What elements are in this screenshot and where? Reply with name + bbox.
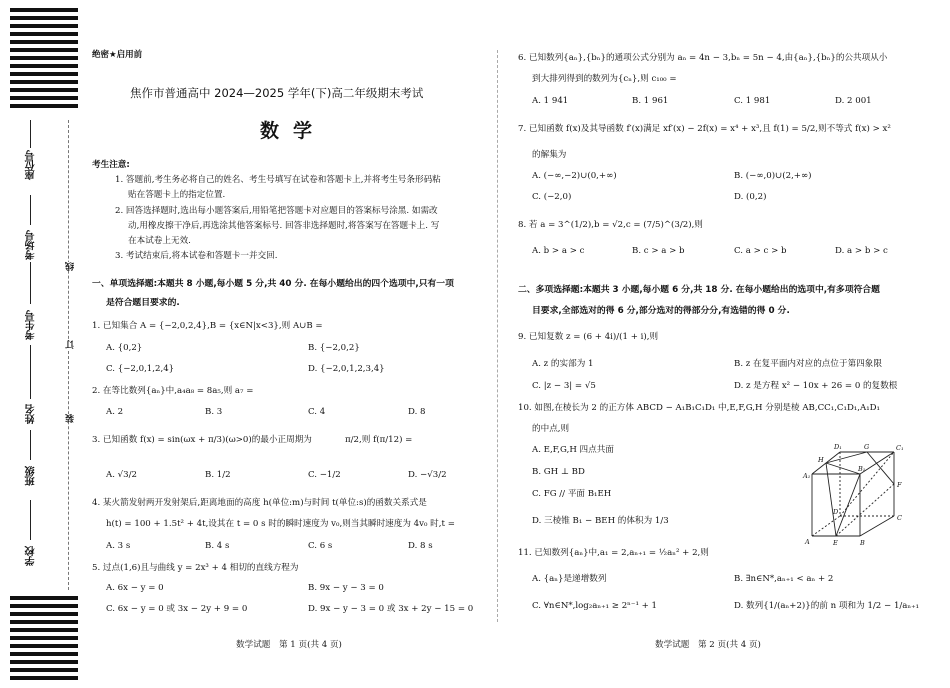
- q9-option-c: C. |z − 3| = √5: [532, 381, 596, 391]
- q9-stem: 9. 已知复数 z = (6 + 4i)/(1 + i),则: [518, 332, 659, 342]
- q10-stem: 10. 如图,在棱长为 2 的正方体 ABCD − A₁B₁C₁D₁ 中,E,F,G,H 分别是棱 AB,CC₁,C₁D₁,A₁D₁: [518, 403, 881, 413]
- q6-option-c: C. 1 981: [734, 96, 771, 106]
- q1-option-d: D. {−2,0,1,2,3,4}: [308, 364, 385, 374]
- cube-label: A₁: [803, 472, 811, 480]
- q8-stem: 8. 若 a = 3^(1/2),b = √2,c = (7/5)^(3/2),则: [518, 220, 703, 230]
- notice-line: 2. 回答选择题时,选出每小题答案后,用铅笔把答题卡对应题目的答案标号涂黑. 如需改: [115, 206, 438, 216]
- q2-option-b: B. 3: [205, 407, 223, 417]
- q7-option-d: D. (0,2): [734, 192, 767, 202]
- q6-option-a: A. 1 941: [532, 96, 569, 106]
- notice-line: 1. 答题前,考生务必将自己的姓名、考生号填写在试卷和答题卡上,并将考生号条形码粘: [115, 175, 441, 185]
- q7-stem: 7. 已知函数 f(x)及其导函数 f′(x)满足 xf′(x) − 2f(x) = x⁴ + x³,且 f(1) = 5/2,则不等式 f(x) > x²: [518, 124, 891, 134]
- q8-option-d: D. a > b > c: [835, 246, 888, 256]
- binding-mark-bind: 装: [66, 414, 76, 423]
- q8-option-b: B. c > a > b: [632, 246, 685, 256]
- q11-stem: 11. 已知数列{aₙ}中,a₁ = 2,aₙ₊₁ = ½aₙ² + 2,则: [518, 548, 709, 558]
- q5-option-d: D. 9x − y − 3 = 0 或 3x + 2y − 15 = 0: [308, 604, 474, 614]
- q4-option-c: C. 6 s: [308, 541, 333, 551]
- q3-stem-cont: π/2,则 f(π/12) =: [345, 435, 413, 445]
- q2-option-a: A. 2: [106, 407, 124, 417]
- q7-option-b: B. (−∞,0)∪(2,+∞): [734, 171, 812, 181]
- q10-option-c: C. FG // 平面 B₁EH: [532, 489, 612, 499]
- q3-stem: 3. 已知函数 f(x) = sin(ωx + π/3)(ω>0)的最小正周期为: [92, 435, 312, 445]
- binding-mark-line: 线: [66, 262, 76, 271]
- section1-heading: 一、单项选择题:本题共 8 小题,每小题 5 分,共 40 分. 在每小题给出的四个选项中,只有一项: [92, 279, 454, 289]
- notice-line: 贴在答题卡上的指定位置.: [128, 190, 226, 200]
- q8-option-c: C. a > c > b: [734, 246, 787, 256]
- q7-stem-cont: 的解集为: [532, 150, 567, 160]
- cube-label: D₁: [834, 443, 842, 451]
- q3-option-b: B. 1/2: [205, 470, 231, 480]
- q3-option-c: C. −1/2: [308, 470, 341, 480]
- notice-heading: 考生注意:: [92, 160, 130, 170]
- q4-option-a: A. 3 s: [106, 541, 131, 551]
- q3-option-a: A. √3/2: [106, 470, 137, 480]
- binding-field-seat: 座位号: [26, 150, 37, 180]
- section1-heading-cont: 是符合题目要求的.: [106, 298, 180, 308]
- q10-stem-cont: 的中点,则: [532, 424, 570, 434]
- cube-label: G: [864, 443, 870, 451]
- q1-stem: 1. 已知集合 A = {−2,0,2,4},B = {x∈N|x<3},则 A∪B =: [92, 321, 323, 331]
- q5-stem: 5. 过点(1,6)且与曲线 y = 2x³ + 4 相切的直线方程为: [92, 563, 299, 573]
- q4-option-d: D. 8 s: [408, 541, 433, 551]
- q9-option-a: A. z 的实部为 1: [532, 359, 594, 369]
- cube-label: B: [860, 539, 865, 547]
- q10-option-b: B. GH ⊥ BD: [532, 467, 585, 477]
- binding-field-school: 学校: [26, 546, 37, 566]
- q6-option-b: B. 1 961: [632, 96, 669, 106]
- cube-label: A: [805, 538, 810, 546]
- page-divider: [497, 50, 498, 622]
- q4-stem: 4. 某火箭发射两开发射架后,距离地面的高度 h(单位:m)与时间 t(单位:s)的函数关系式是: [92, 498, 427, 508]
- q3-option-d: D. −√3/2: [408, 470, 447, 480]
- cube-label: E: [833, 539, 838, 547]
- subject-title: 数学: [260, 120, 327, 142]
- cube-label: H: [818, 456, 824, 464]
- cube-label: C: [897, 514, 902, 522]
- q9-option-d: D. z 是方程 x² − 10x + 26 = 0 的复数根: [734, 381, 898, 391]
- q1-option-a: A. {0,2}: [106, 343, 143, 353]
- binding-field-name: 姓名: [26, 404, 37, 424]
- exam-title: 焦作市普通高中 2024—2025 学年(下)高二年级期末考试: [130, 86, 424, 100]
- cube-label: D: [833, 508, 839, 516]
- q11-option-c: C. ∀n∈N*,log₂aₙ₊₁ ≥ 2ⁿ⁻¹ + 1: [532, 601, 658, 611]
- binding-field-examno: 考生号: [26, 310, 37, 340]
- page-footer-right: 数学试题 第 2 页(共 4 页): [655, 640, 761, 650]
- cube-label: F: [897, 481, 902, 489]
- notice-line: 动,用橡皮擦干净后,再选涂其他答案标号. 回答非选择题时,将答案写在答题卡上. 写: [128, 221, 440, 231]
- q5-option-c: C. 6x − y = 0 或 3x − 2y + 9 = 0: [106, 604, 248, 614]
- q10-option-d: D. 三棱锥 B₁ − BEH 的体积为 1/3: [532, 516, 669, 526]
- secret-label: 绝密★启用前: [92, 50, 143, 60]
- cube-label: B₁: [858, 465, 866, 473]
- notice-line: 在本试卷上无效.: [128, 236, 191, 246]
- q6-stem-cont: 到大排列得到的数列为{cₙ},则 c₁₀₀ =: [532, 74, 677, 84]
- q10-option-a: A. E,F,G,H 四点共面: [532, 445, 614, 455]
- q6-option-d: D. 2 001: [835, 96, 872, 106]
- cube-label: C₁: [896, 444, 904, 452]
- notice-line: 3. 考试结束后,将本试卷和答题卡一并交回.: [115, 251, 278, 261]
- q7-option-c: C. (−2,0): [532, 192, 572, 202]
- q2-option-c: C. 4: [308, 407, 326, 417]
- q11-option-a: A. {aₙ}是递增数列: [532, 574, 607, 584]
- cube-figure: [800, 440, 910, 550]
- q1-option-c: C. {−2,0,1,2,4}: [106, 364, 175, 374]
- q11-option-b: B. ∃n∈N*,aₙ₊₁ < aₙ + 2: [734, 574, 834, 584]
- binding-field-room: 考场号: [26, 230, 37, 260]
- q1-option-b: B. {−2,0,2}: [308, 343, 360, 353]
- binding-mark-staple: 订: [66, 340, 76, 349]
- q2-stem: 2. 在等比数列{aₙ}中,a₄a₈ = 8a₅,则 a₇ =: [92, 386, 254, 396]
- q9-option-b: B. z 在复平面内对应的点位于第四象限: [734, 359, 882, 369]
- q5-option-a: A. 6x − y = 0: [106, 583, 164, 593]
- q7-option-a: A. (−∞,−2)∪(0,+∞): [532, 171, 617, 181]
- binding-field-class: 班级: [26, 466, 37, 486]
- q4-stem-cont: h(t) = 100 + 1.5t² + 4t,设其在 t = 0 s 时的瞬时速度为 v₀,则当其瞬时速度为 4v₀ 时,t =: [106, 519, 455, 529]
- q2-option-d: D. 8: [408, 407, 426, 417]
- q5-option-b: B. 9x − y − 3 = 0: [308, 583, 384, 593]
- q4-option-b: B. 4 s: [205, 541, 230, 551]
- q6-stem: 6. 已知数列{aₙ},{bₙ}的通项公式分别为 aₙ = 4n − 3,bₙ = 5n − 4,由{aₙ},{bₙ}的公共项从小: [518, 53, 888, 63]
- section2-heading: 二、多项选择题:本题共 3 小题,每小题 6 分,共 18 分. 在每小题给出的选项中,有多项符合题: [518, 285, 880, 295]
- q8-option-a: A. b > a > c: [532, 246, 585, 256]
- section2-heading-cont: 目要求,全部选对的得 6 分,部分选对的得部分分,有选错的得 0 分.: [532, 306, 790, 316]
- q11-option-d: D. 数列{1/(aₙ+2)}的前 n 项和为 1/2 − 1/aₙ₊₁: [734, 601, 920, 611]
- page-footer-left: 数学试题 第 1 页(共 4 页): [236, 640, 342, 650]
